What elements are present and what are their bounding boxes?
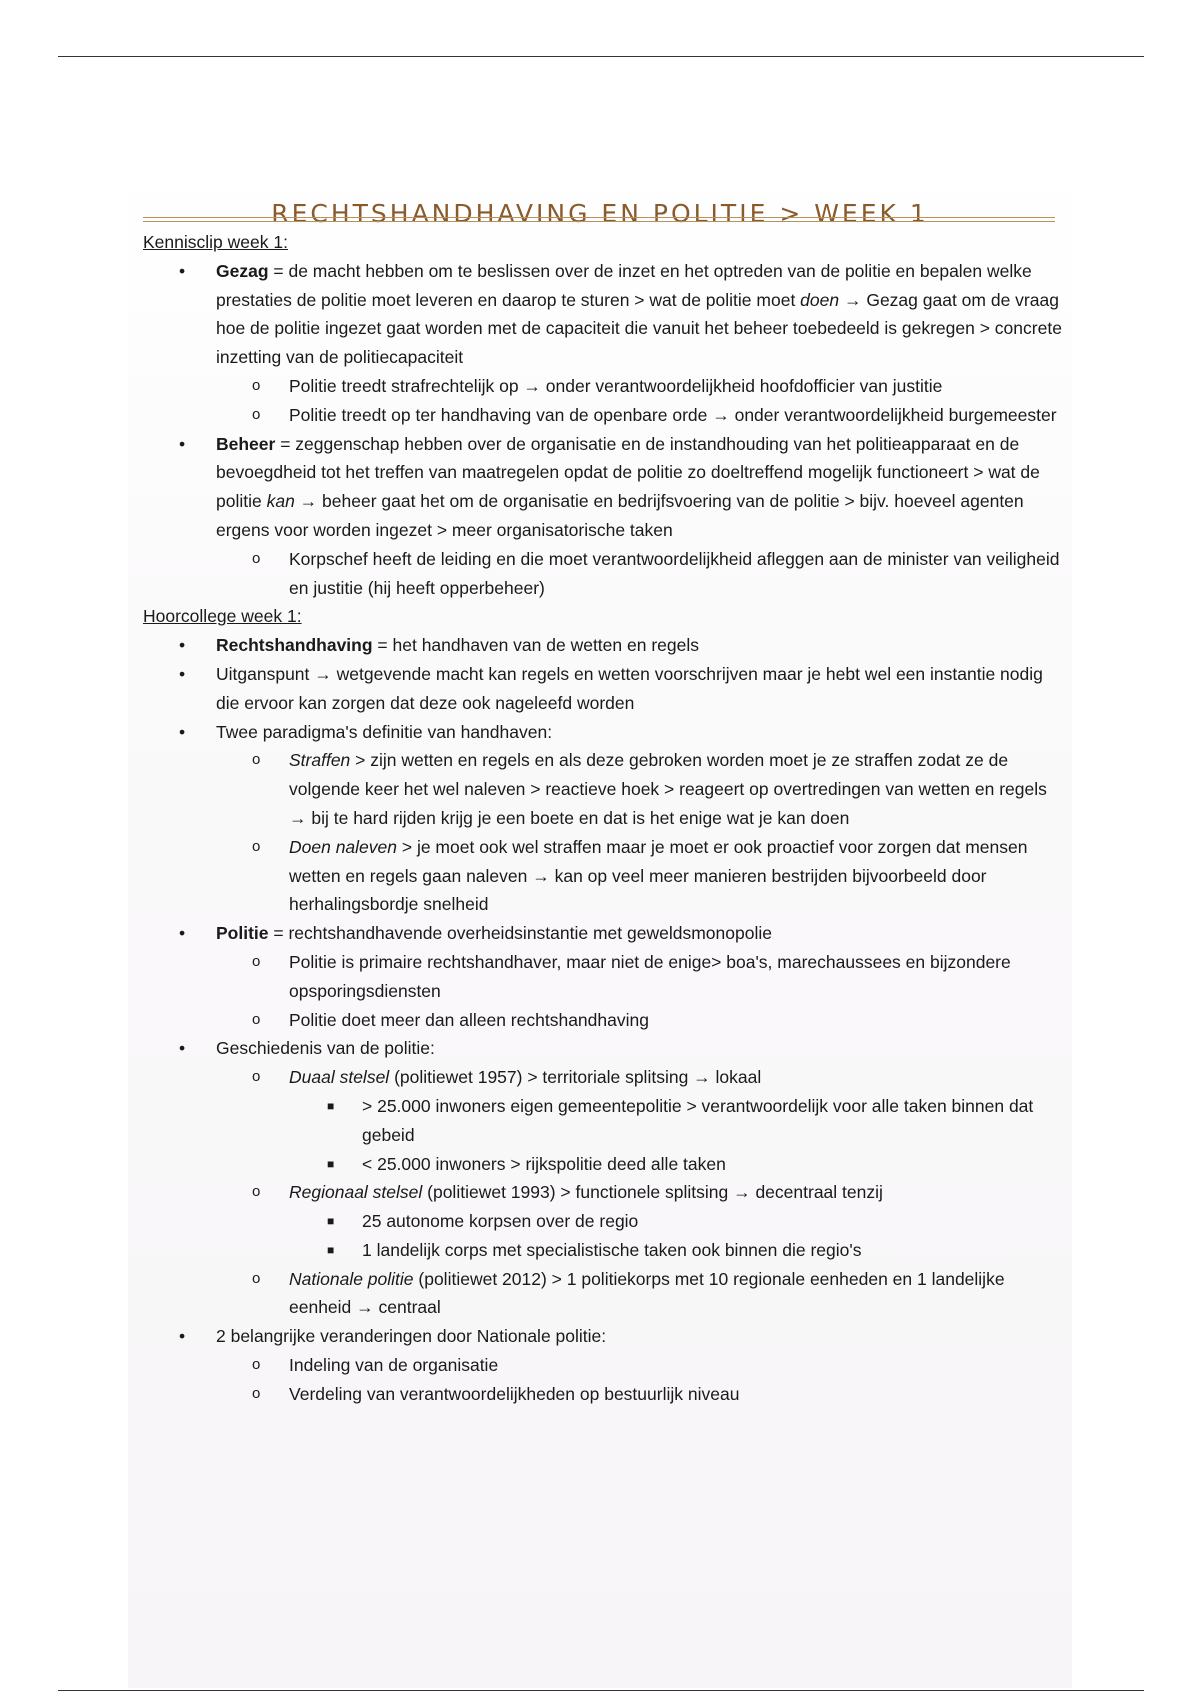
sub-list-item: o Indeling van de organisatie [216,1351,1063,1380]
circle-bullet-icon: o [252,1356,261,1374]
title-underline [143,217,1055,222]
list-item-geschiedenis: • Geschiedenis van de politie: o Duaal stelsel (politiewet 1957) > territoriale splitsing → lokaal ■ > 25.000 inwoners eigen gemeentepolitie > verantwoordelijk voor alle taken binnen dat gebeid ■ < 25.000 inwoners > rijkspolitie deed alle taken o Regionaal stelsel (politiewet 1993) > functionele splitsing → decentraal tenzij ■ 25 autonome korpsen over de regio ■ 1 landelijk corps met specialistische taken ook binnen die regio's o Nationale politie (politiewet 2012) > 1 politiekorps met 10 regionale eenheden en 1 landelijke eenheid → centraal [143,1034,1063,1322]
sub-list-item: o Doen naleven > je moet ook wel straffen maar je moet er ook proactief voor zorgen dat mensen wetten en regels gaan naleven → kan op veel meer manieren bestrijden bijvoorbeeld door herhalingsbordje snelheid [216,833,1063,919]
header-rule [58,56,1144,57]
bullet-icon: • [179,1326,186,1347]
bullet-icon: • [179,721,186,742]
page-title: RECHTSHANDHAVING EN POLITIE > WEEK 1 [271,198,929,228]
circle-bullet-icon: o [252,549,261,567]
bullet-icon: • [179,260,186,281]
square-bullet-icon: ■ [327,1098,335,1113]
bullet-icon: • [179,663,186,684]
sub-list-item: o Politie doet meer dan alleen rechtshandhaving [216,1006,1063,1035]
circle-bullet-icon: o [252,1068,261,1086]
circle-bullet-icon: o [252,376,261,394]
sub-sub-list-item: ■ 25 autonome korpsen over de regio [289,1207,1063,1236]
list-item-rechtshandhaving: • Rechtshandhaving = het handhaven van de wetten en regels [143,631,1063,660]
square-bullet-icon: ■ [327,1214,335,1229]
list-item-uitganspunt: • Uitganspunt → wetgevende macht kan regels en wetten voorschrijven maar je hebt wel een instantie nodig die ervoor kan zorgen dat deze ook nageleefd worden [143,660,1063,718]
footer-rule [58,1690,1144,1691]
sub-list-item: o Politie treedt strafrechtelijk op → onder verantwoordelijkheid hoofdofficier van justitie [216,372,1063,401]
list-item-paradigmas: • Twee paradigma's definitie van handhaven: o Straffen > zijn wetten en regels en als deze gebroken worden moet je ze straffen zodat ze de volgende keer het wel naleven > reactieve hoek > reageert op overtredingen van wetten en regels → bij te hard rijden krijg je een boete en dat is het enige wat je kan doen o Doen naleven > je moet ook wel straffen maar je moet er ook proactief voor zorgen dat mensen wetten en regels gaan naleven → kan op veel meer manieren bestrijden bijvoorbeeld door herhalingsbordje snelheid [143,718,1063,920]
list-item-veranderingen: • 2 belangrijke veranderingen door Nationale politie: o Indeling van de organisatie o Verdeling van verantwoordelijkheden op bestuurlijk niveau [143,1322,1063,1408]
circle-bullet-icon: o [252,1183,261,1201]
list-item-politie: • Politie = rechtshandhavende overheidsinstantie met geweldsmonopolie o Politie is primaire rechtshandhaver, maar niet de enige> boa's, marechaussees en bijzondere opsporingsdiensten o Politie doet meer dan alleen rechtshandhaving [143,919,1063,1034]
section-heading-kennisclip: Kennisclip week 1: [143,232,288,252]
bullet-icon: • [179,433,186,454]
bullet-icon: • [179,635,186,656]
sub-list-item: o Korpschef heeft de leiding en die moet verantwoordelijkheid afleggen aan de minister van veiligheid en justitie (hij heeft opperbeheer) [216,545,1063,603]
circle-bullet-icon: o [252,751,261,769]
list-item-gezag: • Gezag = de macht hebben om te beslissen over de inzet en het optreden van de politie en bepalen welke prestaties de politie moet leveren en daarop te sturen > wat de politie moet doen → Gezag gaat om de vraag hoe de politie ingezet gaat worden met de capaciteit die vanuit het beheer toebedeeld is gekregen > concrete inzetting van de politiecapaciteit o Politie treedt strafrechtelijk op → onder verantwoordelijkheid hoofdofficier van justitie o Politie treedt op ter handhaving van de openbare orde → onder verantwoordelijkheid burgemeester [143,257,1063,430]
sub-list-item: o Nationale politie (politiewet 2012) > 1 politiekorps met 10 regionale eenheden en 1 landelijke eenheid → centraal [216,1265,1063,1323]
circle-bullet-icon: o [252,405,261,423]
circle-bullet-icon: o [252,837,261,855]
circle-bullet-icon: o [252,952,261,970]
document-content [143,228,1063,1409]
section-heading-hoorcollege: Hoorcollege week 1: [143,606,302,627]
sub-sub-list-item: ■ 1 landelijk corps met specialistische taken ook binnen die regio's [289,1236,1063,1265]
square-bullet-icon: ■ [327,1156,335,1171]
circle-bullet-icon: o [252,1269,261,1287]
bullet-icon: • [179,1038,186,1059]
bullet-icon: • [179,923,186,944]
bullet-list [143,257,1063,603]
circle-bullet-icon: o [252,1384,261,1402]
sub-list-item: o Verdeling van verantwoordelijkheden op bestuurlijk niveau [216,1380,1063,1409]
sub-list-item: o Straffen > zijn wetten en regels en als deze gebroken worden moet je ze straffen zodat ze de volgende keer het wel naleven > reactieve hoek > reageert op overtredingen van wetten en regels → bij te hard rijden krijg je een boete en dat is het enige wat je kan doen [216,746,1063,832]
list-item-beheer: • Beheer = zeggenschap hebben over de organisatie en de instandhouding van het politieapparaat en de bevoegdheid tot het treffen van maatregelen opdat de politie zo doeltreffend mogelijk functioneert > wat de politie kan → beheer gaat het om de organisatie en bedrijfsvoering van de politie > bijv. hoeveel agenten ergens voor worden ingezet > meer organisatorische taken o Korpschef heeft de leiding en die moet verantwoordelijkheid afleggen aan de minister van veiligheid en justitie (hij heeft opperbeheer) [143,430,1063,603]
sub-sub-list-item: ■ > 25.000 inwoners eigen gemeentepolitie > verantwoordelijk voor alle taken binnen dat gebeid [289,1092,1063,1150]
sub-list-item: o Politie is primaire rechtshandhaver, maar niet de enige> boa's, marechaussees en bijzondere opsporingsdiensten [216,948,1063,1006]
bullet-list [143,631,1063,1409]
sub-list-item: o Politie treedt op ter handhaving van de openbare orde → onder verantwoordelijkheid burgemeester [216,401,1063,430]
sub-list-item: o Duaal stelsel (politiewet 1957) > territoriale splitsing → lokaal ■ > 25.000 inwoners eigen gemeentepolitie > verantwoordelijk voor alle taken binnen dat gebeid ■ < 25.000 inwoners > rijkspolitie deed alle taken [216,1063,1063,1178]
square-bullet-icon: ■ [327,1242,335,1257]
circle-bullet-icon: o [252,1010,261,1028]
sub-sub-list-item: ■ < 25.000 inwoners > rijkspolitie deed alle taken [289,1150,1063,1179]
sub-list-item: o Regionaal stelsel (politiewet 1993) > functionele splitsing → decentraal tenzij ■ 25 autonome korpsen over de regio ■ 1 landelijk corps met specialistische taken ook binnen die regio's [216,1178,1063,1264]
